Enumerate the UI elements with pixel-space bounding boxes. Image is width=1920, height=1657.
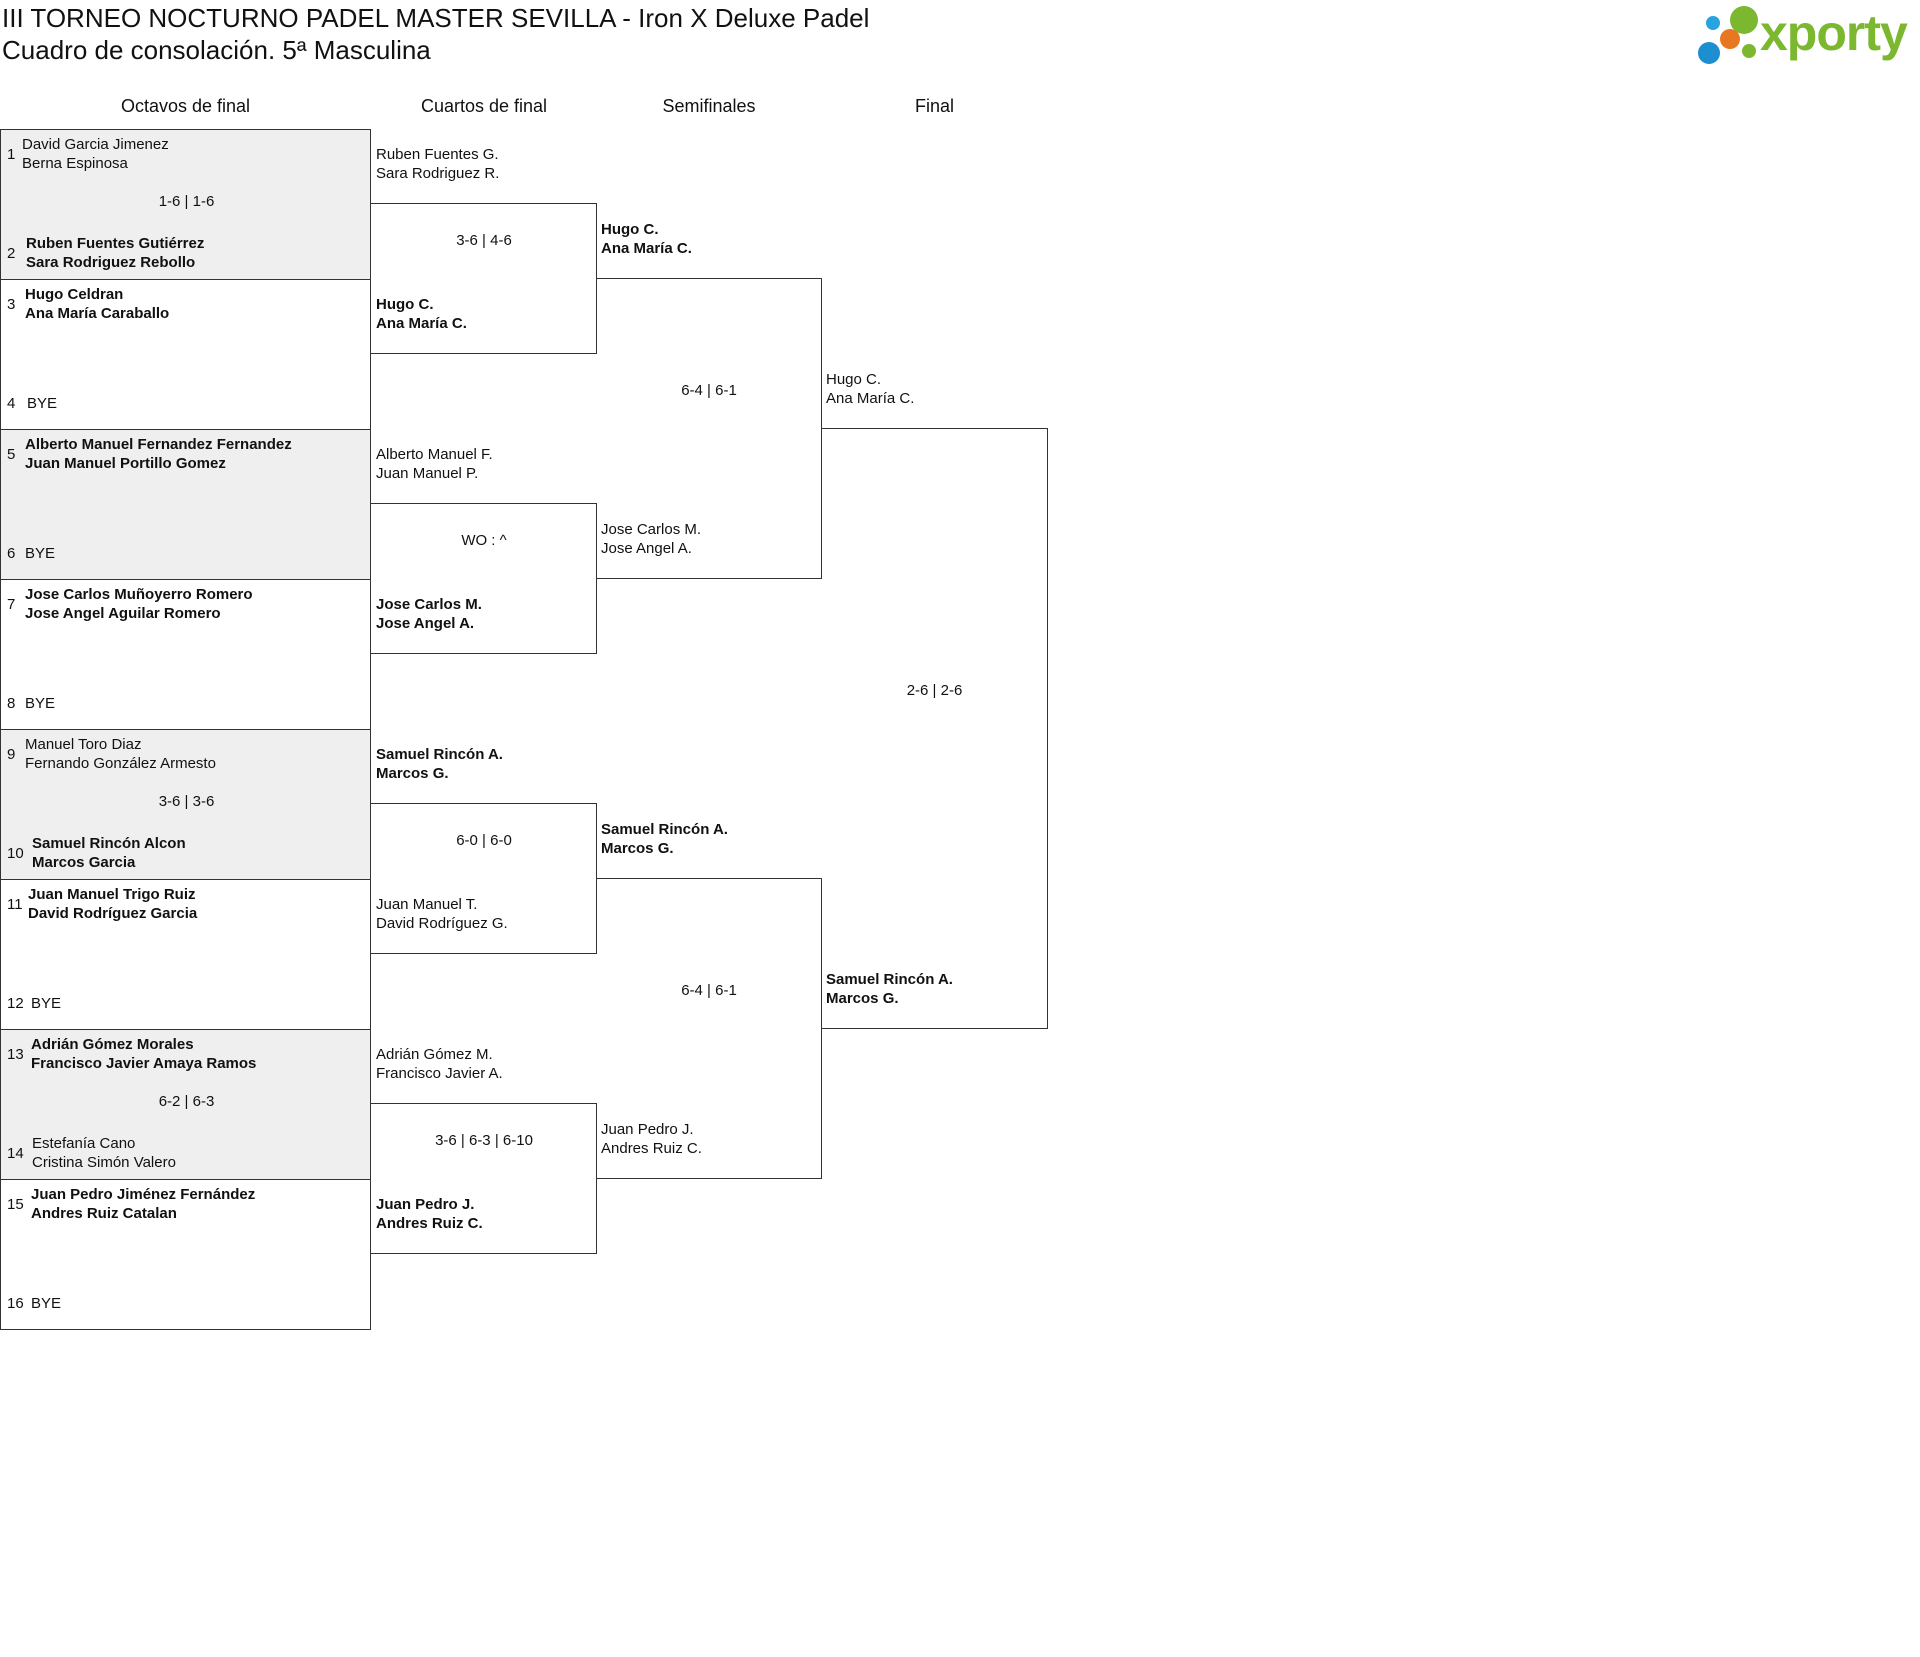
player-name: David Rodríguez Garcia [28,905,198,922]
seed-number: 5 [7,446,16,463]
logo-dot-green-small-icon [1742,44,1756,58]
logo-wordmark: xporty [1760,5,1907,61]
match-score: 2-6 | 2-6 [906,682,963,699]
seed-number: 15 [7,1196,24,1213]
player-name: Juan Manuel Trigo Ruiz [28,886,196,903]
page-title: III TORNEO NOCTURNO PADEL MASTER SEVILLA - Iron X Deluxe Padel [2,3,870,33]
match-score: 3-6 | 4-6 [456,232,512,249]
player-name: Samuel Rincón A. [601,821,728,838]
player-name: Andres Ruiz Catalan [31,1205,177,1222]
r1-match-1[interactable] [0,129,371,280]
player-name: Andres Ruiz C. [376,1215,483,1232]
team-loser [25,735,216,773]
r2-m1-team-top [376,145,499,183]
team-winner [32,834,186,872]
player-name: Jose Angel A. [601,540,692,557]
team-winner [25,285,169,323]
match-score: 6-0 | 6-0 [456,832,512,849]
final-team-bottom [826,970,953,1008]
player-name: Jose Angel Aguilar Romero [25,605,221,622]
team-1-2-top [22,135,169,173]
match-score: 6-2 | 6-3 [158,1093,215,1110]
round-header-semifinales: Semifinales [662,96,756,116]
r2-m2-team-top [376,445,493,483]
team-winner [25,585,253,623]
team-winner [31,1185,255,1223]
match-score: 3-6 | 6-3 | 6-10 [435,1132,533,1149]
r2-m4-team-top [376,1045,503,1083]
seed-number: 12 [7,995,24,1012]
r1-match-7[interactable] [0,1029,371,1180]
seed-number: 6 [7,545,16,562]
logo-dot-blue-small-icon [1706,16,1720,30]
bye-label: BYE [25,695,56,712]
player-name: Marcos G. [376,765,449,782]
player-name: Berna Espinosa [22,155,128,172]
final-team-top [826,370,914,408]
player-name: Ana María Caraballo [25,305,170,322]
player-name: Marcos Garcia [32,854,136,871]
match-score: 6-4 | 6-1 [681,382,737,399]
player-name: Jose Carlos M. [376,596,482,613]
player-name: Fernando González Armesto [25,755,216,772]
xporty-logo[interactable] [1690,2,1920,68]
player-name: Alberto Manuel Fernandez Fernandez [25,436,292,453]
r2-m2-team-bottom [376,595,482,633]
player-name: Adrián Gómez M. [376,1046,493,1063]
player-name: Samuel Rincón Alcon [32,835,186,852]
bye-label: BYE [31,995,62,1012]
seed-number: 4 [7,395,16,412]
player-name: Jose Angel A. [376,615,475,632]
r2-m3-team-bottom [376,895,508,933]
seed-number: 2 [7,245,16,262]
player-name: Ana María C. [376,315,467,332]
player-name: Ana María C. [601,240,692,257]
player-name: Juan Pedro J. [601,1121,694,1138]
player-name: Juan Manuel T. [376,896,478,913]
r3-m1-team-top [601,220,692,258]
r2-m1-team-bottom [376,295,467,333]
player-name: Hugo C. [826,371,882,388]
r1-match-2[interactable] [0,279,371,430]
team-loser [32,1134,176,1172]
player-name: Marcos G. [826,990,899,1007]
player-name: Francisco Javier A. [376,1065,503,1082]
seed-number: 11 [7,896,23,913]
r2-m4-team-bottom [376,1195,483,1233]
player-name: David Rodríguez G. [376,915,508,932]
player-name: Juan Pedro Jiménez Fernández [31,1186,256,1203]
seed-number: 9 [7,746,16,763]
match-score: 3-6 | 3-6 [158,793,215,810]
player-name: Ana María C. [826,390,915,407]
player-name: Hugo C. [376,296,434,313]
seed-number: 16 [7,1295,24,1312]
player-name: Cristina Simón Valero [32,1154,176,1171]
player-name: Juan Manuel P. [376,465,479,482]
player-name: Sara Rodriguez Rebollo [26,254,196,271]
r1-match-3[interactable] [0,429,371,580]
player-name: Andres Ruiz C. [601,1140,702,1157]
seed-number: 1 [7,146,16,163]
player-name: Ruben Fuentes G. [376,146,499,163]
match-score: 1-6 | 1-6 [158,193,215,210]
team-winner [25,435,292,473]
bye-label: BYE [27,395,58,412]
player-name: Francisco Javier Amaya Ramos [31,1055,257,1072]
r1-match-4[interactable] [0,579,371,730]
seed-number: 10 [7,845,24,862]
player-name: Hugo C. [601,221,659,238]
seed-number: 7 [7,596,16,613]
bye-label: BYE [31,1295,62,1312]
r3-m2-team-top [601,820,728,858]
player-name: Juan Pedro J. [376,1196,475,1213]
player-name: Estefanía Cano [32,1135,136,1152]
player-name: Juan Manuel Portillo Gomez [25,455,226,472]
player-name: Manuel Toro Diaz [25,736,142,753]
team-winner [31,1035,256,1073]
round-header-final: Final [914,96,954,116]
bye-label: BYE [25,545,56,562]
seed-number: 3 [7,296,16,313]
player-name: Ruben Fuentes Gutiérrez [26,235,205,252]
player-name: Alberto Manuel F. [376,446,493,463]
player-name: Marcos G. [601,840,674,857]
player-name: David Garcia Jimenez [22,136,169,153]
seed-number: 14 [7,1145,24,1162]
player-name: Jose Carlos Muñoyerro Romero [25,586,253,603]
final-match[interactable] [821,428,1048,1029]
player-name: Samuel Rincón A. [376,746,503,763]
r2-m3-team-top [376,745,503,783]
r1-match-5[interactable] [0,729,371,880]
player-name: Sara Rodriguez R. [376,165,500,182]
match-score: WO : ^ [461,532,507,549]
match-score: 6-4 | 6-1 [681,982,737,999]
r3-m2-team-bottom [601,1120,702,1158]
r1-match-6[interactable] [0,879,371,1030]
player-name: Samuel Rincón A. [826,971,953,988]
seed-number: 8 [7,695,16,712]
r1-match-8[interactable] [0,1179,371,1330]
team-winner [26,234,204,272]
round-header-cuartos: Cuartos de final [420,96,548,116]
page-subtitle: Cuadro de consolación. 5ª Masculina [2,35,431,65]
r3-m1-team-bottom [601,520,701,558]
player-name: Adrián Gómez Morales [31,1036,194,1053]
seed-number: 13 [7,1046,24,1063]
team-winner [28,885,197,923]
player-name: Jose Carlos M. [601,521,702,538]
logo-dot-orange-icon [1720,29,1740,49]
round-header-octavos: Octavos de final [120,96,251,116]
logo-dot-blue-large-icon [1698,42,1720,64]
player-name: Hugo Celdran [25,286,124,303]
